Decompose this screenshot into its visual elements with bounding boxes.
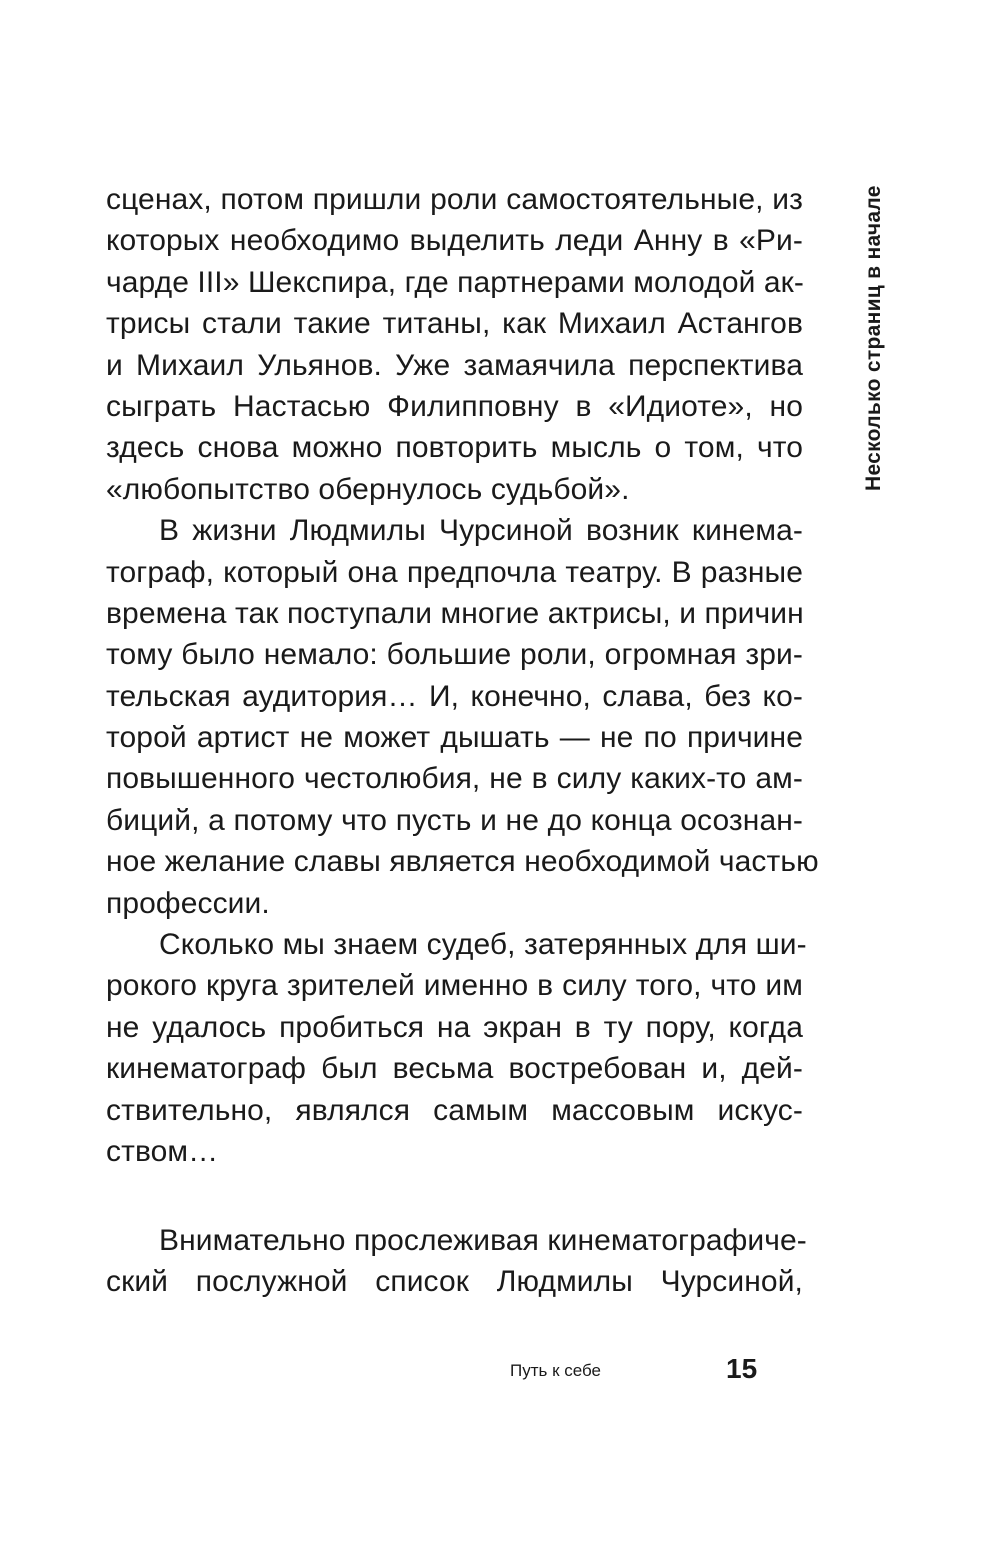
text-line: повышенного честолюбия, не в силу каких-то ам- — [106, 762, 803, 796]
text-line: ством… — [106, 1134, 219, 1168]
text-line: ствительно, являлся самым массовым искус- — [106, 1093, 803, 1127]
text-line: В жизни Людмилы Чурсиной возник кинема- — [159, 514, 803, 548]
text-line: не удалось пробиться на экран в ту пору, когда — [106, 1010, 803, 1044]
text-line: тому было немало: большие роли, огромная зри- — [106, 638, 803, 672]
text-line: Сколько мы знаем судеб, затерянных для ши- — [159, 928, 807, 962]
text-line: кинематограф был весьма востребован и, дей- — [106, 1052, 803, 1086]
body-text-main — [106, 179, 819, 1172]
text-line: ное желание славы является необходимой частью — [106, 845, 819, 879]
text-line: которых необходимо выделить леди Анну в «Ри- — [106, 224, 803, 258]
text-line: торой артист не может дышать — не по причине — [106, 721, 803, 755]
text-line: здесь снова можно повторить мысль о том, что — [106, 431, 803, 465]
text-line: Внимательно прослеживая кинематографиче- — [159, 1224, 807, 1257]
text-line: биций, а потому что пусть и не до конца осознан- — [106, 803, 803, 837]
page-number: 15 — [726, 1353, 758, 1384]
body-text-tail — [106, 1220, 807, 1303]
text-line: «любопытство обернулось судьбой». — [106, 472, 630, 506]
text-line: профессии. — [106, 886, 270, 920]
text-line: сыграть Настасью Филипповну в «Идиоте», но — [106, 389, 803, 423]
running-head-text: Несколько страниц в начале — [862, 185, 885, 491]
text-line: тельская аудитория… И, конечно, слава, без ко- — [106, 679, 803, 713]
text-line: тограф, который она предпочла театру. В разные — [106, 555, 803, 589]
text-line: времена так поступали многие актрисы, и причин — [106, 596, 804, 630]
text-line: сценах, потом пришли роли самостоятельные, из — [106, 183, 803, 216]
text-line: чарде III» Шекспира, где партнерами молодой ак- — [106, 265, 804, 299]
text-line: рокого круга зрителей именно в силу того, что им — [106, 969, 803, 1003]
footer-book-title: Путь к себе — [510, 1361, 602, 1380]
text-line: и Михаил Ульянов. Уже замаячила перспектива — [106, 348, 803, 382]
text-line: ский послужной список Людмилы Чурсиной, — [106, 1265, 803, 1299]
text-line: трисы стали такие титаны, как Михаил Астангов — [106, 307, 803, 341]
